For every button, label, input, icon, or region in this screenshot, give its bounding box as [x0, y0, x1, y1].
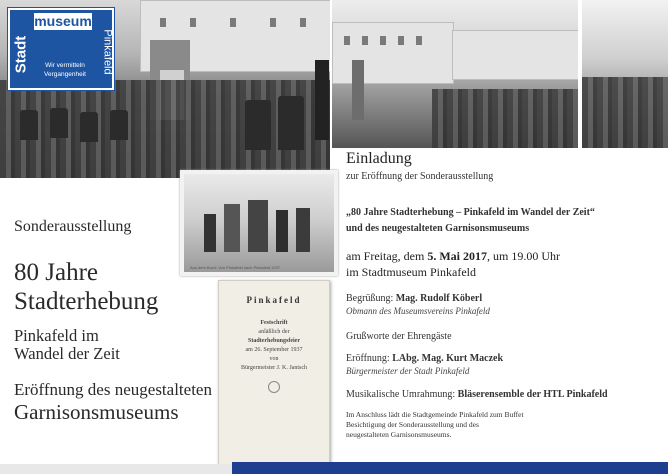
booklet-line-4: am 26. September 1937: [245, 347, 303, 353]
booklet-line-6: Bürgermeister J. K. Jantsch: [240, 365, 308, 371]
closing-line-3: neugestalteten Garnisonsmuseums.: [346, 430, 452, 439]
title-line-2: Stadterhebung: [14, 288, 159, 315]
opening-line: [346, 352, 503, 365]
booklet-line-1: Festschrift: [260, 320, 288, 326]
welcome-name: Mag. Rudolf Köberl: [395, 293, 483, 304]
festschrift-booklet: [218, 280, 330, 470]
opening-line-2: Garnisonsmuseums: [14, 400, 179, 424]
opening-label: Eröffnung:: [346, 353, 393, 364]
inset-ceremony-photo: [180, 170, 338, 276]
date-bold: 5. Mai 2017: [427, 249, 487, 263]
date-prefix: am Freitag, dem: [346, 249, 428, 263]
title-line-1: 80 Jahre: [14, 259, 98, 286]
invitation-heading: Einladung: [346, 150, 412, 167]
booklet-line-3: Stadterhebungsfeier: [248, 338, 300, 344]
opening-line-1: Eröffnung des neugestalteten: [14, 380, 212, 399]
exhibition-name: „80 Jahre Stadterhebung – Pinkafeld im Wandel der Zeit“: [346, 207, 595, 218]
historic-town-square-photo: [332, 0, 578, 148]
logo-word: museum: [34, 13, 92, 29]
footer-strip: [0, 464, 232, 474]
footer-blue-bar: [232, 462, 668, 474]
exhibition-title: [14, 258, 158, 316]
welcome-label: Begrüßung:: [346, 293, 396, 304]
booklet-line-2: anläßlich der: [258, 329, 290, 335]
subtitle-line-2: Wandel der Zeit: [14, 344, 120, 363]
music-label: Musikalische Umrahmung:: [346, 389, 458, 400]
museum-line-text: und des neugestalteten Garnisonsmuseums: [346, 223, 530, 234]
exhibition-kicker: Sonderausstellung: [14, 218, 132, 235]
logo-stadt: Stadt: [12, 35, 30, 74]
historic-crowd-photo: [582, 0, 668, 148]
opening-role: Bürgermeister der Stadt Pinkafeld: [346, 366, 470, 376]
welcome-role: Obmann des Museumsvereins Pinkafeld: [346, 306, 490, 316]
event-date: [346, 248, 560, 264]
logo-tagline-2: Vergangenheit: [44, 71, 86, 78]
invitation-subheading: zur Eröffnung der Sonderausstellung: [346, 171, 494, 182]
welcome-line: [346, 292, 482, 305]
booklet-line-5: von: [269, 356, 279, 362]
closing-line-2: Besichtigung der Sonderausstellung und des: [346, 420, 479, 429]
museum-logo: [8, 8, 114, 90]
greetings-line: Grußworte der Ehrengäste: [346, 331, 452, 342]
subtitle-line-1: Pinkafeld im: [14, 326, 99, 345]
closing-line-1: Im Anschluss lädt die Stadtgemeinde Pinkafeld zum Buffet: [346, 410, 524, 419]
museum-line: [346, 222, 529, 235]
opening-name: LAbg. Mag. Kurt Maczek: [392, 353, 504, 364]
booklet-emblem-icon: [268, 381, 280, 393]
event-place: im Stadtmuseum Pinkafeld: [346, 265, 476, 279]
music-name: Bläserensemble der HTL Pinkafeld: [457, 389, 608, 400]
music-line: [346, 388, 608, 401]
booklet-title: Pinkafeld: [246, 295, 302, 305]
logo-tagline-1: Wir vermitteln: [45, 62, 85, 69]
logo-pinkafeld: Pinkafeld: [101, 29, 114, 75]
date-suffix: , um 19.00 Uhr: [486, 249, 560, 263]
inset-caption: Aus dem Buch: Von Pinkafeld nach Pinkafeld 1937: [190, 265, 281, 270]
